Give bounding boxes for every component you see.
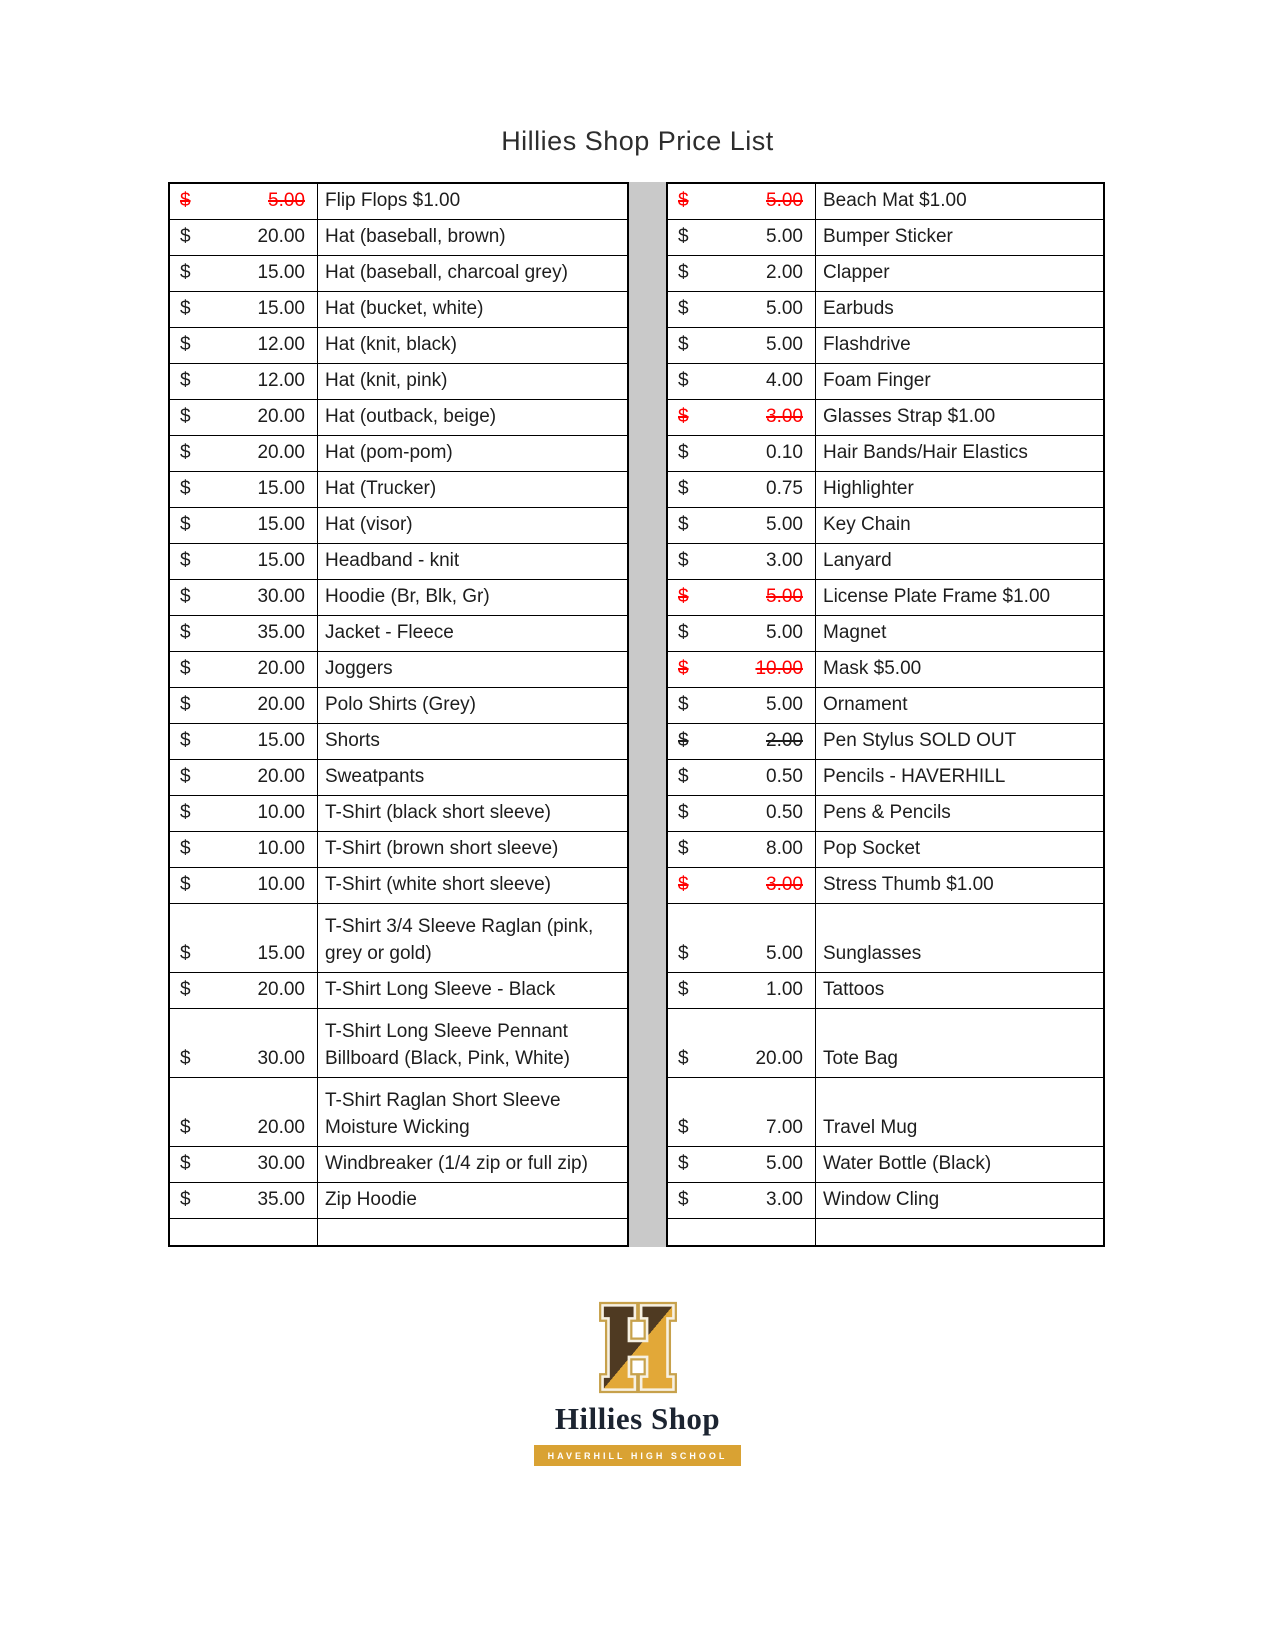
table-row [667,363,1104,399]
table-row [169,399,628,435]
price-cell [169,399,318,435]
item-name: Hat (Trucker) [318,471,629,507]
item-name: T-Shirt Raglan Short Sleeve Moisture Wicking [318,1077,629,1146]
price-cell [169,255,318,291]
table-row [667,723,1104,759]
table-row [667,1077,1104,1146]
item-name: Travel Mug [816,1077,1105,1146]
price-cell [169,579,318,615]
currency-symbol: $ [678,1116,689,1138]
currency-symbol: $ [678,1188,689,1210]
table-row [667,507,1104,543]
price-value: 20.00 [257,225,305,247]
item-name: T-Shirt (brown short sleeve) [318,831,629,867]
price-cell [169,1077,318,1146]
price-cell [667,831,816,867]
price-cell [667,723,816,759]
currency-symbol: $ [678,942,689,964]
currency-symbol: $ [678,978,689,1000]
item-name: Hoodie (Br, Blk, Gr) [318,579,629,615]
table-row [667,327,1104,363]
table-row [667,471,1104,507]
table-row [169,543,628,579]
item-name: Foam Finger [816,363,1105,399]
table-row [169,471,628,507]
table-row [169,363,628,399]
item-name: Glasses Strap $1.00 [816,399,1105,435]
price-cell [667,1146,816,1182]
price-value: 3.00 [766,1188,803,1210]
item-name: Lanyard [816,543,1105,579]
item-name: Jacket - Fleece [318,615,629,651]
table-row [169,255,628,291]
price-value: 20.00 [755,1047,803,1069]
item-name: Joggers [318,651,629,687]
table-row [169,723,628,759]
currency-symbol: $ [180,405,191,427]
table-row [169,327,628,363]
currency-symbol: $ [678,549,689,571]
price-value: 30.00 [257,1047,305,1069]
currency-symbol: $ [180,225,191,247]
item-name: Zip Hoodie [318,1182,629,1218]
item-name: Earbuds [816,291,1105,327]
table-row [169,1218,628,1246]
item-name: Hat (outback, beige) [318,399,629,435]
item-cell [318,1218,629,1246]
table-row [667,219,1104,255]
table-row [169,1077,628,1146]
price-cell [169,687,318,723]
currency-symbol: $ [180,801,191,823]
table-row [169,219,628,255]
price-value: 20.00 [257,765,305,787]
currency-symbol: $ [678,585,689,607]
currency-symbol: $ [180,333,191,355]
item-name: Pen Stylus SOLD OUT [816,723,1105,759]
item-name: Key Chain [816,507,1105,543]
table-row [169,507,628,543]
price-value: 3.00 [766,405,803,427]
price-table-left [168,182,629,1247]
table-row [169,1008,628,1077]
price-cell [667,903,816,972]
table-row [667,543,1104,579]
price-value: 3.00 [766,549,803,571]
item-name: Hat (visor) [318,507,629,543]
price-value: 0.10 [766,441,803,463]
item-name: Magnet [816,615,1105,651]
price-value: 20.00 [257,1116,305,1138]
item-name: Clapper [816,255,1105,291]
price-value: 5.00 [766,189,803,211]
currency-symbol: $ [678,297,689,319]
price-value: 20.00 [257,978,305,1000]
currency-symbol: $ [180,189,191,211]
item-name: Flip Flops $1.00 [318,183,629,219]
price-cell [169,903,318,972]
price-value: 5.00 [766,1152,803,1174]
price-value: 30.00 [257,585,305,607]
price-value: 30.00 [257,1152,305,1174]
table-row [667,1182,1104,1218]
item-name: Sunglasses [816,903,1105,972]
price-value: 5.00 [766,297,803,319]
price-cell [169,759,318,795]
table-row [667,867,1104,903]
price-value: 10.00 [257,801,305,823]
item-name: Sweatpants [318,759,629,795]
price-cell [169,1218,318,1246]
currency-symbol: $ [678,873,689,895]
currency-symbol: $ [180,549,191,571]
price-cell [169,507,318,543]
currency-symbol: $ [678,729,689,751]
price-value: 7.00 [766,1116,803,1138]
item-name: Highlighter [816,471,1105,507]
item-cell [816,1218,1105,1246]
logo-title: Hillies Shop [554,1401,721,1436]
price-value: 5.00 [268,189,305,211]
price-tables [168,182,1105,1247]
price-cell [169,219,318,255]
price-cell [169,435,318,471]
table-row [667,579,1104,615]
table-row [667,399,1104,435]
item-name: Mask $5.00 [816,651,1105,687]
price-value: 5.00 [766,621,803,643]
table-row [667,291,1104,327]
table-row [667,687,1104,723]
price-cell [169,795,318,831]
currency-symbol: $ [180,837,191,859]
table-row [667,615,1104,651]
currency-symbol: $ [180,585,191,607]
table-row [667,183,1104,219]
item-name: License Plate Frame $1.00 [816,579,1105,615]
item-name: Hat (bucket, white) [318,291,629,327]
table-row [667,795,1104,831]
table-row [169,867,628,903]
table-row [169,291,628,327]
item-name: T-Shirt Long Sleeve Pennant Billboard (Black, Pink, White) [318,1008,629,1077]
currency-symbol: $ [180,942,191,964]
price-cell [667,327,816,363]
price-value: 5.00 [766,942,803,964]
table-row [169,651,628,687]
item-name: Bumper Sticker [816,219,1105,255]
currency-symbol: $ [180,513,191,535]
currency-symbol: $ [180,729,191,751]
price-cell [169,291,318,327]
price-value: 15.00 [257,513,305,535]
currency-symbol: $ [180,621,191,643]
price-cell [667,183,816,219]
price-cell [169,471,318,507]
price-cell [667,399,816,435]
price-cell [667,651,816,687]
price-cell [667,435,816,471]
price-value: 15.00 [257,297,305,319]
item-name: Shorts [318,723,629,759]
price-value: 10.00 [257,837,305,859]
item-name: Window Cling [816,1182,1105,1218]
item-name: Hat (baseball, charcoal grey) [318,255,629,291]
price-value: 0.75 [766,477,803,499]
item-name: T-Shirt 3/4 Sleeve Raglan (pink, grey or gold) [318,903,629,972]
currency-symbol: $ [180,765,191,787]
price-cell [169,867,318,903]
item-name: Water Bottle (Black) [816,1146,1105,1182]
table-row [667,759,1104,795]
price-cell [169,327,318,363]
price-cell [169,651,318,687]
price-value: 15.00 [257,261,305,283]
price-cell [667,867,816,903]
currency-symbol: $ [678,1047,689,1069]
table-row [169,759,628,795]
price-cell [169,1182,318,1218]
price-value: 5.00 [766,225,803,247]
table-row [169,435,628,471]
price-cell [667,1008,816,1077]
table-row [667,1008,1104,1077]
price-value: 10.00 [755,657,803,679]
table-row [667,435,1104,471]
price-cell [169,543,318,579]
price-cell [169,723,318,759]
item-name: Pens & Pencils [816,795,1105,831]
currency-symbol: $ [180,1116,191,1138]
currency-symbol: $ [180,297,191,319]
price-cell [169,831,318,867]
item-name: Tote Bag [816,1008,1105,1077]
price-value: 12.00 [257,333,305,355]
table-row [667,255,1104,291]
price-value: 3.00 [766,873,803,895]
price-value: 20.00 [257,657,305,679]
price-cell [667,972,816,1008]
price-value: 0.50 [766,801,803,823]
price-value: 12.00 [257,369,305,391]
item-name: Pencils - HAVERHILL [816,759,1105,795]
currency-symbol: $ [678,441,689,463]
currency-symbol: $ [180,369,191,391]
table-row [169,795,628,831]
price-value: 5.00 [766,333,803,355]
currency-symbol: $ [678,801,689,823]
table-row [169,615,628,651]
item-name: Stress Thumb $1.00 [816,867,1105,903]
table-row [667,903,1104,972]
price-value: 10.00 [257,873,305,895]
item-name: Beach Mat $1.00 [816,183,1105,219]
price-value: 8.00 [766,837,803,859]
currency-symbol: $ [678,765,689,787]
table-row [169,1182,628,1218]
item-name: Windbreaker (1/4 zip or full zip) [318,1146,629,1182]
item-name: Pop Socket [816,831,1105,867]
price-cell [667,363,816,399]
currency-symbol: $ [180,873,191,895]
table-row [169,1146,628,1182]
price-cell [667,543,816,579]
table-row [667,831,1104,867]
item-name: Hat (pom-pom) [318,435,629,471]
price-cell [169,615,318,651]
price-cell [667,759,816,795]
price-value: 15.00 [257,729,305,751]
table-row [667,972,1104,1008]
price-cell [667,255,816,291]
table-row [169,687,628,723]
table-row [169,972,628,1008]
price-value: 15.00 [257,942,305,964]
item-name: Tattoos [816,972,1105,1008]
currency-symbol: $ [678,1152,689,1174]
currency-symbol: $ [678,189,689,211]
currency-symbol: $ [678,261,689,283]
page-title: Hillies Shop Price List [501,126,774,157]
currency-symbol: $ [180,441,191,463]
item-name: Hat (baseball, brown) [318,219,629,255]
price-value: 20.00 [257,693,305,715]
currency-symbol: $ [180,261,191,283]
price-cell [169,972,318,1008]
item-name: T-Shirt (white short sleeve) [318,867,629,903]
table-row [169,903,628,972]
item-name: Flashdrive [816,327,1105,363]
currency-symbol: $ [180,477,191,499]
h-monogram-icon [594,1300,682,1395]
price-value: 15.00 [257,549,305,571]
currency-symbol: $ [678,513,689,535]
price-cell [667,291,816,327]
item-name: T-Shirt Long Sleeve - Black [318,972,629,1008]
currency-symbol: $ [678,333,689,355]
price-cell [169,183,318,219]
item-name: Hat (knit, pink) [318,363,629,399]
price-cell [169,363,318,399]
price-value: 20.00 [257,405,305,427]
currency-symbol: $ [180,978,191,1000]
price-cell [667,1218,816,1246]
price-value: 2.00 [766,261,803,283]
currency-symbol: $ [678,657,689,679]
item-name: Polo Shirts (Grey) [318,687,629,723]
currency-symbol: $ [678,693,689,715]
item-name: Hat (knit, black) [318,327,629,363]
price-cell [667,795,816,831]
price-cell [667,1077,816,1146]
price-value: 2.00 [766,729,803,751]
price-cell [667,1182,816,1218]
currency-symbol: $ [678,477,689,499]
currency-symbol: $ [678,369,689,391]
price-value: 5.00 [766,693,803,715]
currency-symbol: $ [678,621,689,643]
price-value: 35.00 [257,1188,305,1210]
currency-symbol: $ [180,657,191,679]
item-name: Ornament [816,687,1105,723]
price-value: 15.00 [257,477,305,499]
item-name: T-Shirt (black short sleeve) [318,795,629,831]
price-cell [667,615,816,651]
price-cell [667,471,816,507]
currency-symbol: $ [180,693,191,715]
currency-symbol: $ [180,1152,191,1174]
table-row [667,1218,1104,1246]
price-value: 4.00 [766,369,803,391]
table-row [169,183,628,219]
price-value: 1.00 [766,978,803,1000]
price-cell [667,219,816,255]
price-cell [169,1008,318,1077]
currency-symbol: $ [678,225,689,247]
table-row [169,579,628,615]
table-row [667,1146,1104,1182]
price-value: 35.00 [257,621,305,643]
currency-symbol: $ [180,1047,191,1069]
logo-banner: HAVERHILL HIGH SCHOOL [534,1445,742,1466]
price-value: 20.00 [257,441,305,463]
currency-symbol: $ [678,405,689,427]
price-value: 5.00 [766,585,803,607]
table-divider [629,182,666,1247]
price-value: 5.00 [766,513,803,535]
price-table-right [666,182,1105,1247]
item-name: Hair Bands/Hair Elastics [816,435,1105,471]
table-row [667,651,1104,687]
price-cell [169,1146,318,1182]
price-cell [667,579,816,615]
table-row [169,831,628,867]
price-cell [667,687,816,723]
currency-symbol: $ [678,837,689,859]
price-value: 0.50 [766,765,803,787]
hillies-shop-logo [0,1300,1275,1466]
price-cell [667,507,816,543]
currency-symbol: $ [180,1188,191,1210]
item-name: Headband - knit [318,543,629,579]
